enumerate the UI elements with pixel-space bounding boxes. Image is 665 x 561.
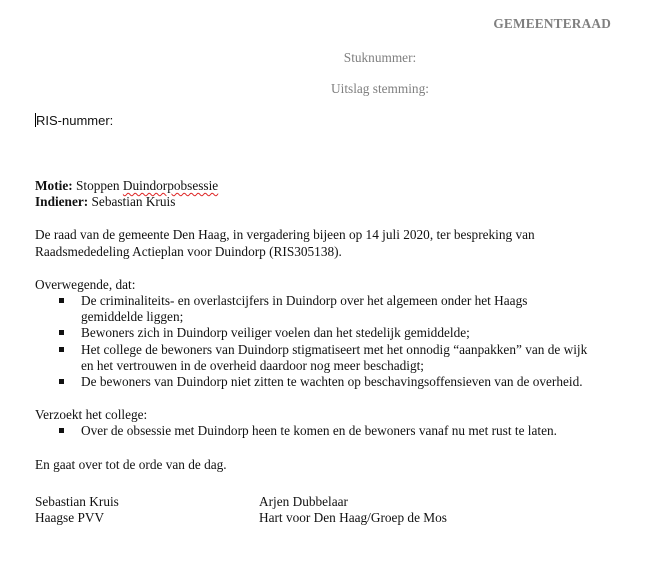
list-item: De criminaliteits- en overlastcijfers in Duindorp over het algemeen onder het Haags gemiddelde liggen;	[35, 293, 635, 325]
square-bullet-icon	[59, 298, 64, 303]
signatory-party: Hart voor Den Haag/Groep de Mos	[259, 510, 447, 526]
indiener-label: Indiener:	[35, 194, 89, 210]
signatory-name: Sebastian Kruis	[35, 494, 119, 509]
stuknummer-label: Stuknummer:	[343, 50, 417, 65]
intro-line-1: De raad van de gemeente Den Haag, in vergadering bijeen op 14 juli 2020, ter bespreking van	[35, 227, 535, 243]
list-item: Over de obsessie met Duindorp heen te komen en de bewoners vanaf nu met rust te laten.	[35, 423, 635, 439]
signatory-party: Haagse PVV	[35, 510, 105, 526]
list-item: Bewoners zich in Duindorp veiliger voelen dan het stedelijk gemiddelde;	[35, 325, 635, 341]
uitslag-stemming-label: Uitslag stemming:	[331, 81, 429, 96]
motie-title-prefix: Stoppen	[75, 178, 123, 193]
square-bullet-icon	[59, 330, 64, 335]
square-bullet-icon	[59, 347, 64, 352]
intro-line-2: Raadsmededeling Actieplan voor Duindorp (RIS305138).	[35, 243, 342, 259]
overwegende-list	[35, 293, 635, 390]
signatory-right	[259, 494, 447, 526]
verzoekt-heading: Verzoekt het college:	[35, 407, 148, 423]
ris-number-field[interactable]	[35, 113, 113, 128]
signatory-name: Arjen Dubbelaar	[259, 494, 348, 509]
motie-label: Motie:	[35, 178, 73, 193]
closing-line: En gaat over tot de orde van de dag.	[35, 456, 227, 472]
list-item: Het college de bewoners van Duindorp stigmatiseert met het onnodig “aanpakken” van de wijk en het vertrouwen in de overheid daardoor nog meer beschadigt;	[35, 342, 635, 374]
motie-title-word: Duindorpobsessie	[122, 178, 219, 193]
overwegende-heading: Overwegende, dat:	[35, 276, 136, 292]
motion-body	[35, 178, 635, 473]
signatory-left	[35, 494, 119, 526]
list-item: De bewoners van Duindorp niet zitten te wachten op beschavingsoffensieven van de overheid.	[35, 374, 635, 390]
square-bullet-icon	[59, 428, 64, 433]
square-bullet-icon	[59, 379, 64, 384]
verzoekt-list	[35, 423, 635, 439]
ris-number-label: RIS-nummer:	[36, 113, 114, 128]
council-header: GEMEENTERAAD	[493, 16, 611, 31]
motie-line	[35, 178, 635, 194]
indiener-name: Sebastian Kruis	[91, 194, 176, 210]
indiener-line	[35, 194, 635, 210]
